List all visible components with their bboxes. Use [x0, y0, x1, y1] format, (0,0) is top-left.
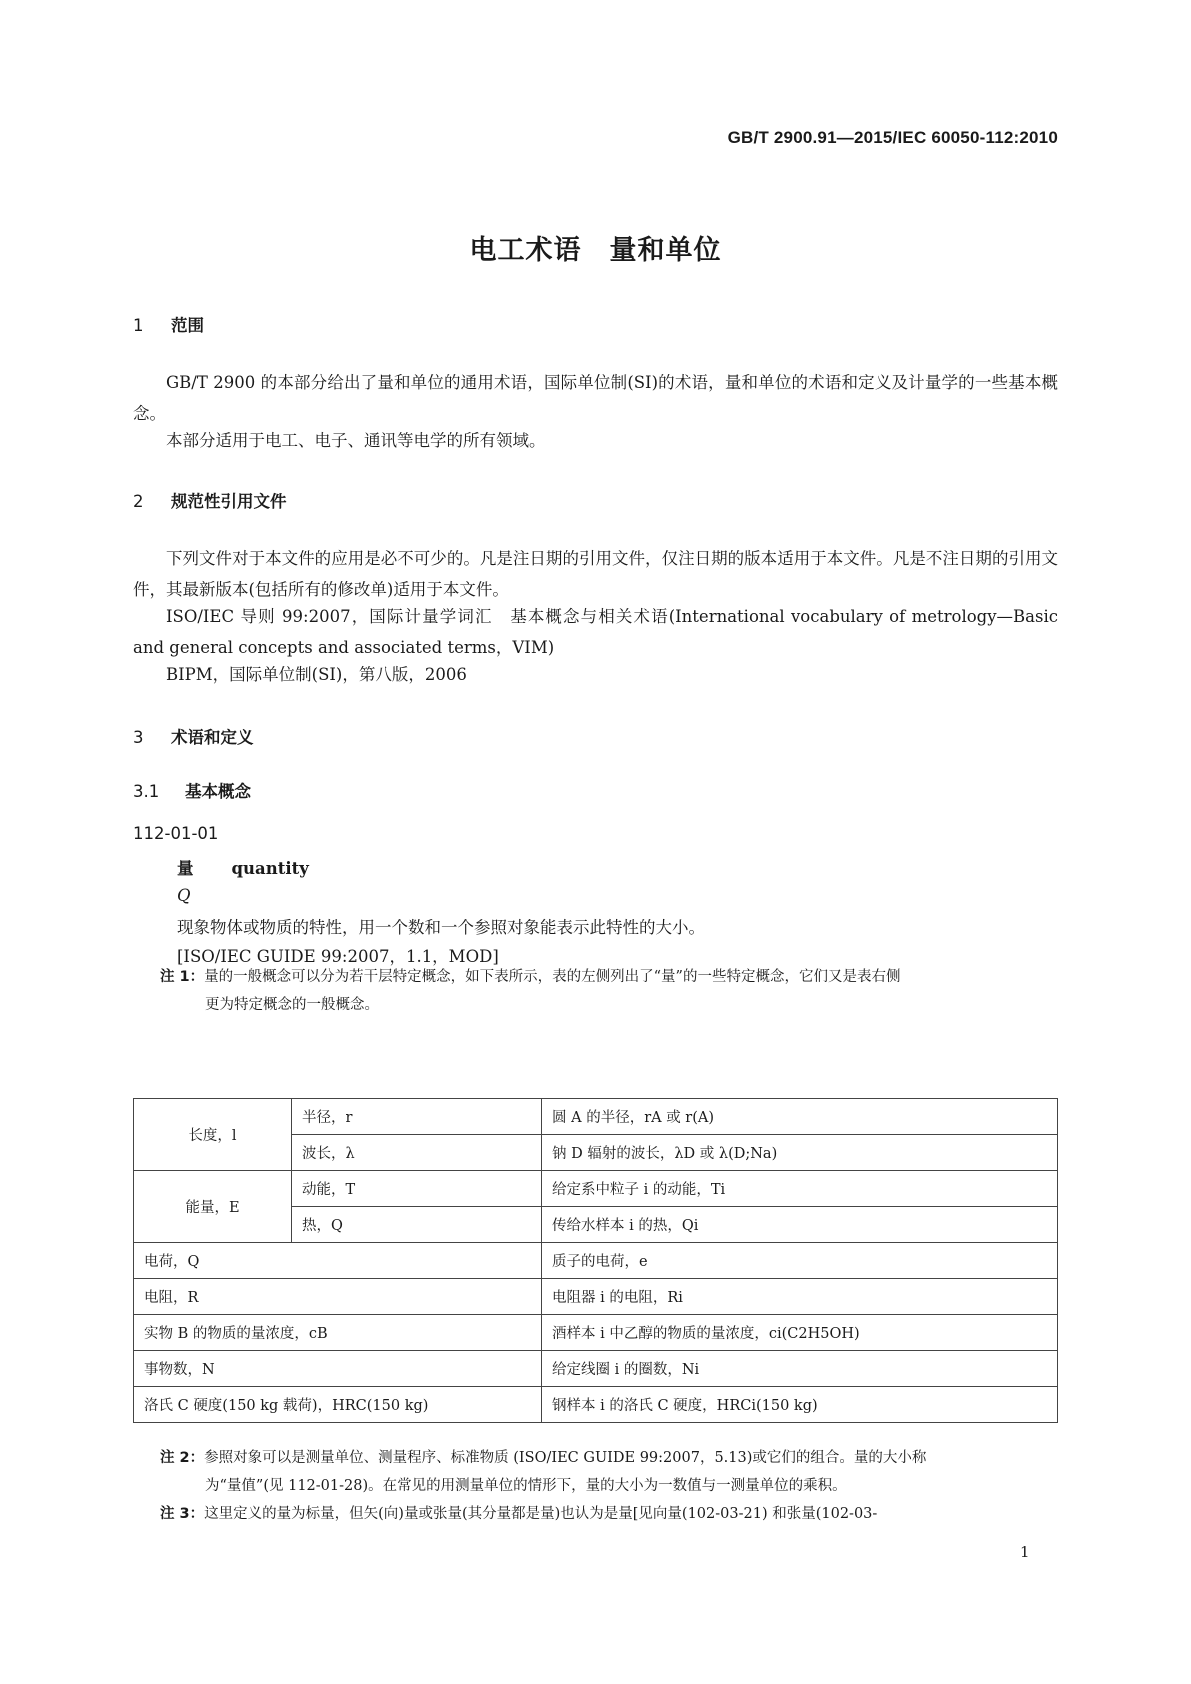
note-2-continuation: 为“量值”(见 112-01-28)。在常见的用测量单位的情形下，量的大小为一数值与一测量单位的乘积。 — [205, 1478, 847, 1494]
table-row — [134, 1243, 1058, 1279]
table-cell: 热，Q — [292, 1207, 542, 1243]
entry-term — [177, 855, 309, 879]
page-number: 1 — [1020, 1543, 1030, 1561]
section-number: 3 — [133, 728, 144, 747]
table-cell: 质子的电荷，e — [542, 1243, 1058, 1279]
section-3-1-heading — [133, 778, 251, 802]
table-row — [134, 1387, 1058, 1423]
section-1-heading — [133, 312, 204, 336]
paragraph: ISO/IEC 导则 99:2007，国际计量学词汇 基本概念与相关术语(International vocabulary of metrology—Basic and general concepts and associated terms，VIM) — [133, 607, 1058, 657]
standard-code: GB/T 2900.91—2015/IEC 60050-112:2010 — [727, 128, 1058, 147]
entry-id: 112-01-01 — [133, 824, 219, 843]
term-zh: 量 — [177, 859, 194, 878]
table-cell: 动能，T — [292, 1171, 542, 1207]
table-cell: 圆 A 的半径，rA 或 r(A) — [542, 1099, 1058, 1135]
paragraph: 本部分适用于电工、电子、通讯等电学的所有领域。 — [166, 431, 546, 450]
note-label: 注 3： — [160, 1506, 205, 1522]
table-cell: 洛氏 C 硬度(150 kg 载荷)，HRC(150 kg) — [134, 1387, 542, 1423]
table-cell: 电荷，Q — [134, 1243, 542, 1279]
note-text: 参照对象可以是测量单位、测量程序、标准物质 (ISO/IEC GUIDE 99:2007，5.13)或它们的组合。量的大小称 — [204, 1450, 927, 1466]
paragraph: BIPM，国际单位制(SI)，第八版，2006 — [166, 665, 467, 684]
table-cell: 长度，l — [134, 1099, 292, 1171]
table-row — [134, 1351, 1058, 1387]
entry-source: [ISO/IEC GUIDE 99:2007，1.1，MOD] — [177, 947, 499, 966]
table-cell: 电阻，R — [134, 1279, 542, 1315]
table-row — [134, 1279, 1058, 1315]
section-2-heading — [133, 488, 287, 512]
table-cell: 实物 B 的物质的量浓度，cB — [134, 1315, 542, 1351]
section-number: 1 — [133, 316, 144, 335]
note-text: 这里定义的量为标量，但矢(向)量或张量(其分量都是量)也认为是量[见向量(102-03-21) 和张量(102-03- — [204, 1506, 878, 1522]
table-cell: 半径，r — [292, 1099, 542, 1135]
table-cell: 酒样本 i 中乙醇的物质的量浓度，ci(C2H5OH) — [542, 1315, 1058, 1351]
table-cell: 钠 D 辐射的波长，λD 或 λ(D;Na) — [542, 1135, 1058, 1171]
table-cell: 给定线圈 i 的圈数，Ni — [542, 1351, 1058, 1387]
table-row — [134, 1171, 1058, 1207]
paragraph: 下列文件对于本文件的应用是必不可少的。凡是注日期的引用文件，仅注日期的版本适用于本文件。凡是不注日期的引用文件，其最新版本(包括所有的修改单)适用于本文件。 — [133, 549, 1058, 599]
note-text: 量的一般概念可以分为若干层特定概念，如下表所示，表的左侧列出了“量”的一些特定概念，它们又是表右侧 — [204, 969, 901, 985]
section-title: 术语和定义 — [171, 728, 254, 747]
paragraph: GB/T 2900 的本部分给出了量和单位的通用术语，国际单位制(SI)的术语，量和单位的术语和定义及计量学的一些基本概念。 — [133, 373, 1058, 423]
table-cell: 传给水样本 i 的热，Qi — [542, 1207, 1058, 1243]
table-row — [134, 1099, 1058, 1135]
table-cell: 事物数，N — [134, 1351, 542, 1387]
note-1-continuation: 更为特定概念的一般概念。 — [205, 997, 379, 1013]
section-title: 规范性引用文件 — [171, 492, 287, 511]
term-en: quantity — [231, 859, 309, 878]
section-title: 基本概念 — [185, 782, 251, 801]
table-row — [134, 1315, 1058, 1351]
table-cell: 波长，λ — [292, 1135, 542, 1171]
section-3-heading — [133, 724, 254, 748]
section-title: 范围 — [171, 316, 204, 335]
section-number: 2 — [133, 492, 144, 511]
entry-symbol: Q — [177, 886, 191, 905]
section-number: 3.1 — [133, 782, 160, 801]
note-1 — [160, 963, 900, 992]
table-cell: 电阻器 i 的电阻，Ri — [542, 1279, 1058, 1315]
entry-definition: 现象物体或物质的特性，用一个数和一个参照对象能表示此特性的大小。 — [177, 918, 705, 937]
note-3 — [160, 1500, 877, 1529]
page-title: 电工术语 量和单位 — [469, 235, 722, 266]
note-label: 注 2： — [160, 1450, 205, 1466]
table-cell: 能量，E — [134, 1171, 292, 1243]
quantity-hierarchy-table — [133, 1098, 1058, 1423]
table-cell: 给定系中粒子 i 的动能，Ti — [542, 1171, 1058, 1207]
note-label: 注 1： — [160, 969, 205, 985]
table-cell: 钢样本 i 的洛氏 C 硬度，HRCi(150 kg) — [542, 1387, 1058, 1423]
note-2 — [160, 1444, 926, 1473]
